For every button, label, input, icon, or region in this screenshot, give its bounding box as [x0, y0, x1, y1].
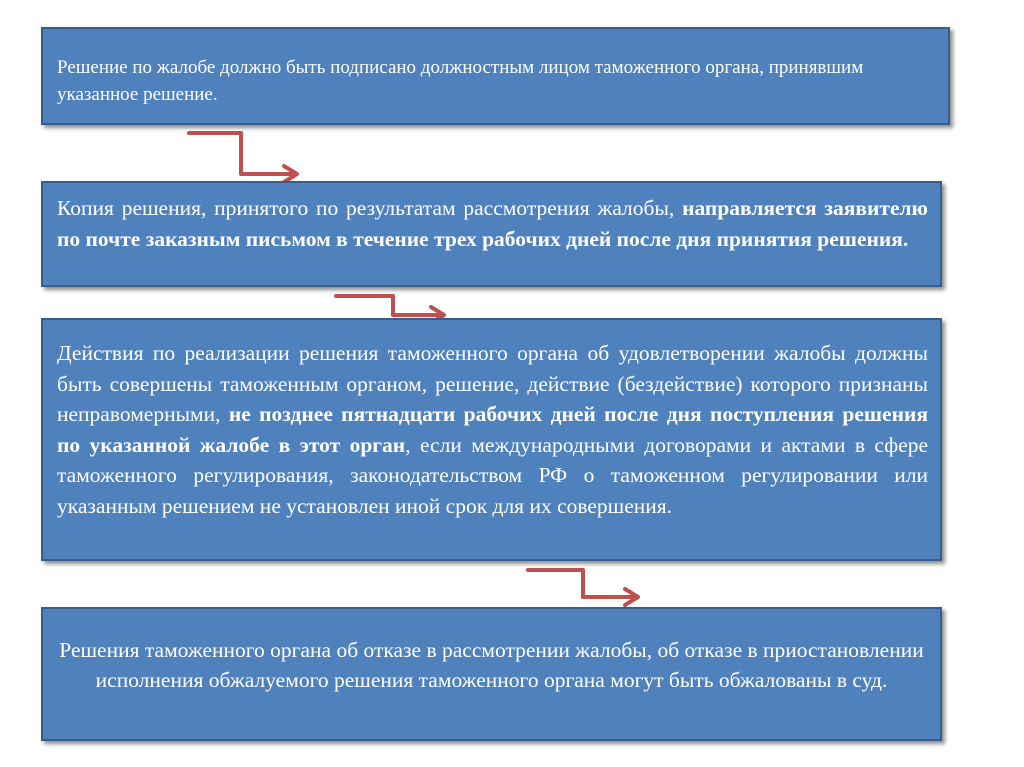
- implementation-lead-text: Действия по реализации решения таможенного органа об удовлетворении жалобы должны быть совершены таможенным органом, решение, действие (бездействие) которого признаны неправомерными,: [57, 341, 928, 426]
- elbow-right-arrow-icon: [525, 565, 643, 607]
- implementation-tail-text: , если международными договорами и актами в сфере таможенного регулирования, законодательством РФ о таможенном регулировании или указанным решением не установлен иной срок для их совершения.: [57, 432, 928, 518]
- step-box-copy-sent: [41, 181, 942, 287]
- step-text-court-appeal: Решения таможенного органа об отказе в рассмотрении жалобы, об отказе в приостановлении исполнения обжалуемого решения таможенного органа могут быть обжалованы в суд.: [59, 638, 924, 692]
- copy-sent-lead-text: Копия решения, принятого по результатам рассмотрения жалобы,: [57, 196, 683, 220]
- step-text-copy-sent: [57, 193, 928, 255]
- elbow-right-arrow-icon: [186, 128, 302, 186]
- step-box-court-appeal: [41, 607, 942, 741]
- copy-sent-emphasis-text: направляется заявителю по почте заказным письмом в течение трех рабочих дней после дня принятия решения.: [57, 196, 928, 251]
- step-box-implementation-deadline: [41, 318, 942, 561]
- step-box-signed-decision: [41, 27, 950, 125]
- implementation-emphasis-text: не позднее пятнадцати рабочих дней после дня поступления решения по указанной жалобе в этот орган: [57, 402, 928, 457]
- step-text-implementation-deadline: [57, 338, 928, 521]
- step-text-signed-decision: Решение по жалобе должно быть подписано должностным лицом таможенного органа, принявшим указанное решение.: [57, 57, 864, 105]
